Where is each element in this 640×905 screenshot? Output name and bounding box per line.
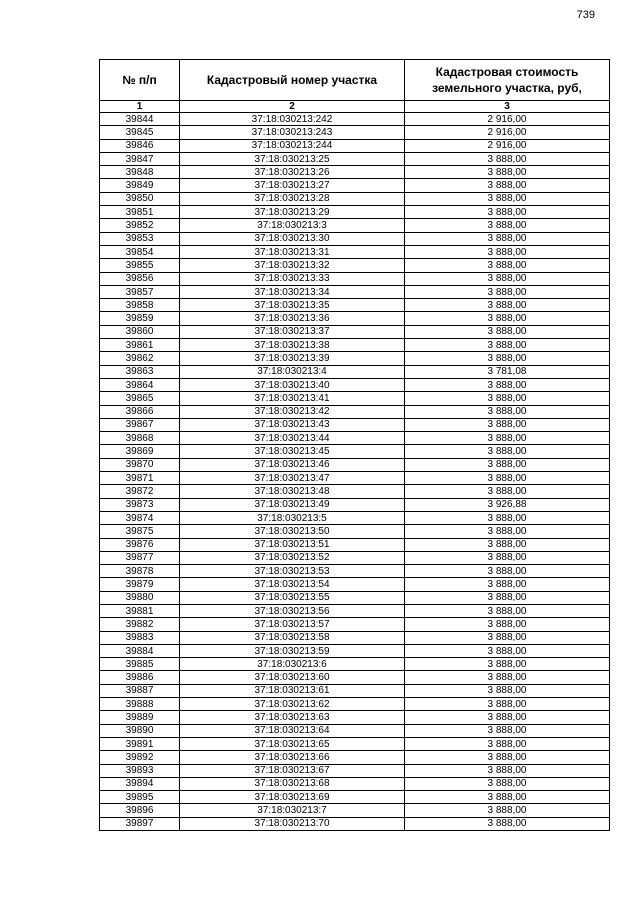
row-index-cell: 39861 (100, 339, 180, 352)
cadastral-number-cell: 37:18:030213:63 (180, 711, 405, 724)
cadastral-number-cell: 37:18:030213:46 (180, 458, 405, 471)
cadastral-number-cell: 37:18:030213:33 (180, 272, 405, 285)
cadastral-number-cell: 37:18:030213:57 (180, 618, 405, 631)
cadastral-value-cell: 2 916,00 (405, 126, 610, 139)
row-index-cell: 39880 (100, 591, 180, 604)
row-index-cell: 39892 (100, 751, 180, 764)
table-row (100, 206, 610, 219)
cadastral-number-cell: 37:18:030213:68 (180, 777, 405, 790)
row-index-cell: 39850 (100, 192, 180, 205)
cadastral-number-cell: 37:18:030213:56 (180, 604, 405, 617)
cadastral-number-cell: 37:18:030213:59 (180, 644, 405, 657)
cadastral-number-cell: 37:18:030213:64 (180, 724, 405, 737)
cadastral-value-cell: 3 888,00 (405, 671, 610, 684)
cadastral-value-cell: 2 916,00 (405, 113, 610, 126)
cadastral-value-cell: 3 888,00 (405, 525, 610, 538)
row-index-cell: 39883 (100, 631, 180, 644)
table-row (100, 525, 610, 538)
column-number-2: 2 (180, 101, 405, 113)
cadastral-value-cell: 3 888,00 (405, 791, 610, 804)
table-row (100, 658, 610, 671)
cadastral-value-cell: 3 888,00 (405, 711, 610, 724)
cadastral-value-cell: 3 888,00 (405, 817, 610, 830)
row-index-cell: 39895 (100, 791, 180, 804)
cadastral-number-cell: 37:18:030213:69 (180, 791, 405, 804)
table-row (100, 764, 610, 777)
cadastral-value-cell: 3 888,00 (405, 259, 610, 272)
row-index-cell: 39863 (100, 365, 180, 378)
row-index-cell: 39869 (100, 445, 180, 458)
row-index-cell: 39865 (100, 392, 180, 405)
table-row (100, 152, 610, 165)
table-row (100, 631, 610, 644)
row-index-cell: 39851 (100, 206, 180, 219)
cadastral-number-cell: 37:18:030213:58 (180, 631, 405, 644)
cadastral-value-cell: 3 781,08 (405, 365, 610, 378)
column-number-1: 1 (100, 101, 180, 113)
table-row (100, 671, 610, 684)
cadastral-value-cell: 3 888,00 (405, 751, 610, 764)
cadastral-value-cell: 3 888,00 (405, 538, 610, 551)
table-row (100, 325, 610, 338)
cadastral-number-cell: 37:18:030213:66 (180, 751, 405, 764)
row-index-cell: 39875 (100, 525, 180, 538)
cadastral-value-cell: 3 888,00 (405, 285, 610, 298)
cadastral-value-cell: 3 888,00 (405, 245, 610, 258)
row-index-cell: 39862 (100, 352, 180, 365)
cadastral-number-cell: 37:18:030213:39 (180, 352, 405, 365)
table-row (100, 126, 610, 139)
table-row (100, 618, 610, 631)
table-row (100, 511, 610, 524)
row-index-cell: 39888 (100, 698, 180, 711)
cadastral-value-cell: 3 888,00 (405, 232, 610, 245)
cadastral-number-cell: 37:18:030213:55 (180, 591, 405, 604)
table-row (100, 817, 610, 830)
table-row (100, 272, 610, 285)
cadastral-value-cell: 3 888,00 (405, 658, 610, 671)
cadastral-value-cell: 3 888,00 (405, 578, 610, 591)
table-row (100, 538, 610, 551)
header-cadastral-number: Кадастровый номер участка (180, 60, 405, 101)
table-row (100, 299, 610, 312)
cadastral-value-cell: 3 888,00 (405, 591, 610, 604)
cadastral-value-cell: 3 888,00 (405, 299, 610, 312)
cadastral-value-cell: 3 888,00 (405, 764, 610, 777)
cadastral-number-cell: 37:18:030213:5 (180, 511, 405, 524)
row-index-cell: 39872 (100, 485, 180, 498)
cadastral-number-cell: 37:18:030213:31 (180, 245, 405, 258)
table-header (100, 60, 610, 113)
header-index: № п/п (100, 60, 180, 101)
cadastral-value-cell: 3 926,88 (405, 498, 610, 511)
row-index-cell: 39848 (100, 166, 180, 179)
table-row (100, 232, 610, 245)
cadastral-number-cell: 37:18:030213:70 (180, 817, 405, 830)
row-index-cell: 39887 (100, 684, 180, 697)
cadastral-number-cell: 37:18:030213:43 (180, 418, 405, 431)
table-row (100, 565, 610, 578)
cadastral-value-cell: 3 888,00 (405, 737, 610, 750)
cadastral-number-cell: 37:18:030213:7 (180, 804, 405, 817)
table-row (100, 472, 610, 485)
row-index-cell: 39874 (100, 511, 180, 524)
row-index-cell: 39856 (100, 272, 180, 285)
row-index-cell: 39857 (100, 285, 180, 298)
cadastral-number-cell: 37:18:030213:47 (180, 472, 405, 485)
table-row (100, 724, 610, 737)
row-index-cell: 39855 (100, 259, 180, 272)
column-number-3: 3 (405, 101, 610, 113)
table-row (100, 312, 610, 325)
cadastral-value-cell: 3 888,00 (405, 166, 610, 179)
cadastral-number-cell: 37:18:030213:62 (180, 698, 405, 711)
cadastral-number-cell: 37:18:030213:45 (180, 445, 405, 458)
cadastral-value-cell: 3 888,00 (405, 551, 610, 564)
row-index-cell: 39860 (100, 325, 180, 338)
table-row (100, 245, 610, 258)
cadastral-number-cell: 37:18:030213:54 (180, 578, 405, 591)
cadastral-value-cell: 3 888,00 (405, 272, 610, 285)
table-row (100, 458, 610, 471)
cadastral-value-cell: 3 888,00 (405, 219, 610, 232)
table-row (100, 737, 610, 750)
row-index-cell: 39886 (100, 671, 180, 684)
header-cadastral-value-text: Кадастровая стоимость земельного участка, руб, (432, 65, 582, 95)
cadastral-value-cell: 3 888,00 (405, 392, 610, 405)
row-index-cell: 39897 (100, 817, 180, 830)
cadastral-number-cell: 37:18:030213:53 (180, 565, 405, 578)
header-cadastral-value (405, 60, 610, 101)
row-index-cell: 39884 (100, 644, 180, 657)
table-row (100, 166, 610, 179)
row-index-cell: 39881 (100, 604, 180, 617)
table-row (100, 432, 610, 445)
cadastral-number-cell: 37:18:030213:3 (180, 219, 405, 232)
table-row (100, 365, 610, 378)
table-row (100, 179, 610, 192)
table-row (100, 445, 610, 458)
cadastral-table (99, 59, 610, 831)
table-row (100, 791, 610, 804)
cadastral-number-cell: 37:18:030213:244 (180, 139, 405, 152)
cadastral-number-cell: 37:18:030213:65 (180, 737, 405, 750)
column-number-row (100, 101, 610, 113)
cadastral-value-cell: 3 888,00 (405, 339, 610, 352)
cadastral-number-cell: 37:18:030213:35 (180, 299, 405, 312)
cadastral-number-cell: 37:18:030213:34 (180, 285, 405, 298)
cadastral-number-cell: 37:18:030213:60 (180, 671, 405, 684)
row-index-cell: 39893 (100, 764, 180, 777)
cadastral-value-cell: 3 888,00 (405, 644, 610, 657)
row-index-cell: 39871 (100, 472, 180, 485)
cadastral-value-cell: 3 888,00 (405, 618, 610, 631)
cadastral-value-cell: 3 888,00 (405, 418, 610, 431)
cadastral-value-cell: 3 888,00 (405, 804, 610, 817)
cadastral-number-cell: 37:18:030213:27 (180, 179, 405, 192)
table-row (100, 192, 610, 205)
row-index-cell: 39847 (100, 152, 180, 165)
cadastral-value-cell: 3 888,00 (405, 152, 610, 165)
row-index-cell: 39878 (100, 565, 180, 578)
row-index-cell: 39876 (100, 538, 180, 551)
table-row (100, 684, 610, 697)
table-row (100, 378, 610, 391)
cadastral-number-cell: 37:18:030213:48 (180, 485, 405, 498)
row-index-cell: 39859 (100, 312, 180, 325)
cadastral-value-cell: 3 888,00 (405, 472, 610, 485)
table-row (100, 804, 610, 817)
cadastral-value-cell: 3 888,00 (405, 631, 610, 644)
table-row (100, 139, 610, 152)
table-row (100, 751, 610, 764)
table-row (100, 219, 610, 232)
cadastral-value-cell: 3 888,00 (405, 192, 610, 205)
table-row (100, 339, 610, 352)
row-index-cell: 39853 (100, 232, 180, 245)
row-index-cell: 39891 (100, 737, 180, 750)
cadastral-number-cell: 37:18:030213:41 (180, 392, 405, 405)
row-index-cell: 39852 (100, 219, 180, 232)
row-index-cell: 39845 (100, 126, 180, 139)
cadastral-number-cell: 37:18:030213:30 (180, 232, 405, 245)
cadastral-number-cell: 37:18:030213:4 (180, 365, 405, 378)
page-number: 739 (576, 9, 595, 21)
table-row (100, 285, 610, 298)
row-index-cell: 39864 (100, 378, 180, 391)
cadastral-value-cell: 3 888,00 (405, 724, 610, 737)
cadastral-value-cell: 3 888,00 (405, 312, 610, 325)
header-row (100, 60, 610, 101)
cadastral-number-cell: 37:18:030213:67 (180, 764, 405, 777)
cadastral-number-cell: 37:18:030213:6 (180, 658, 405, 671)
table-row (100, 698, 610, 711)
cadastral-value-cell: 3 888,00 (405, 405, 610, 418)
cadastral-value-cell: 2 916,00 (405, 139, 610, 152)
table-row (100, 591, 610, 604)
cadastral-value-cell: 3 888,00 (405, 179, 610, 192)
cadastral-number-cell: 37:18:030213:243 (180, 126, 405, 139)
cadastral-value-cell: 3 888,00 (405, 378, 610, 391)
cadastral-number-cell: 37:18:030213:42 (180, 405, 405, 418)
table-row (100, 259, 610, 272)
table-row (100, 578, 610, 591)
row-index-cell: 39894 (100, 777, 180, 790)
table-row (100, 352, 610, 365)
table-row (100, 777, 610, 790)
cadastral-number-cell: 37:18:030213:25 (180, 152, 405, 165)
cadastral-value-cell: 3 888,00 (405, 325, 610, 338)
row-index-cell: 39854 (100, 245, 180, 258)
cadastral-number-cell: 37:18:030213:52 (180, 551, 405, 564)
cadastral-value-cell: 3 888,00 (405, 684, 610, 697)
row-index-cell: 39877 (100, 551, 180, 564)
table-row (100, 392, 610, 405)
cadastral-number-cell: 37:18:030213:61 (180, 684, 405, 697)
table-row (100, 498, 610, 511)
cadastral-value-cell: 3 888,00 (405, 485, 610, 498)
cadastral-value-cell: 3 888,00 (405, 777, 610, 790)
table-row (100, 644, 610, 657)
table-row (100, 113, 610, 126)
cadastral-value-cell: 3 888,00 (405, 565, 610, 578)
row-index-cell: 39889 (100, 711, 180, 724)
cadastral-number-cell: 37:18:030213:44 (180, 432, 405, 445)
cadastral-number-cell: 37:18:030213:28 (180, 192, 405, 205)
cadastral-value-cell: 3 888,00 (405, 206, 610, 219)
cadastral-value-cell: 3 888,00 (405, 445, 610, 458)
row-index-cell: 39849 (100, 179, 180, 192)
row-index-cell: 39873 (100, 498, 180, 511)
table-row (100, 604, 610, 617)
row-index-cell: 39846 (100, 139, 180, 152)
row-index-cell: 39844 (100, 113, 180, 126)
cadastral-value-cell: 3 888,00 (405, 352, 610, 365)
row-index-cell: 39890 (100, 724, 180, 737)
table-row (100, 418, 610, 431)
table-row (100, 551, 610, 564)
cadastral-number-cell: 37:18:030213:36 (180, 312, 405, 325)
cadastral-number-cell: 37:18:030213:38 (180, 339, 405, 352)
cadastral-number-cell: 37:18:030213:32 (180, 259, 405, 272)
row-index-cell: 39867 (100, 418, 180, 431)
row-index-cell: 39882 (100, 618, 180, 631)
cadastral-number-cell: 37:18:030213:49 (180, 498, 405, 511)
row-index-cell: 39868 (100, 432, 180, 445)
cadastral-number-cell: 37:18:030213:50 (180, 525, 405, 538)
row-index-cell: 39896 (100, 804, 180, 817)
cadastral-number-cell: 37:18:030213:51 (180, 538, 405, 551)
row-index-cell: 39858 (100, 299, 180, 312)
cadastral-number-cell: 37:18:030213:37 (180, 325, 405, 338)
row-index-cell: 39866 (100, 405, 180, 418)
cadastral-value-cell: 3 888,00 (405, 511, 610, 524)
cadastral-value-cell: 3 888,00 (405, 458, 610, 471)
cadastral-number-cell: 37:18:030213:40 (180, 378, 405, 391)
table-row (100, 711, 610, 724)
table-body (100, 113, 610, 831)
row-index-cell: 39879 (100, 578, 180, 591)
table-row (100, 405, 610, 418)
cadastral-value-cell: 3 888,00 (405, 698, 610, 711)
cadastral-value-cell: 3 888,00 (405, 604, 610, 617)
cadastral-number-cell: 37:18:030213:29 (180, 206, 405, 219)
cadastral-number-cell: 37:18:030213:26 (180, 166, 405, 179)
cadastral-value-cell: 3 888,00 (405, 432, 610, 445)
row-index-cell: 39870 (100, 458, 180, 471)
table-row (100, 485, 610, 498)
cadastral-number-cell: 37:18:030213:242 (180, 113, 405, 126)
row-index-cell: 39885 (100, 658, 180, 671)
